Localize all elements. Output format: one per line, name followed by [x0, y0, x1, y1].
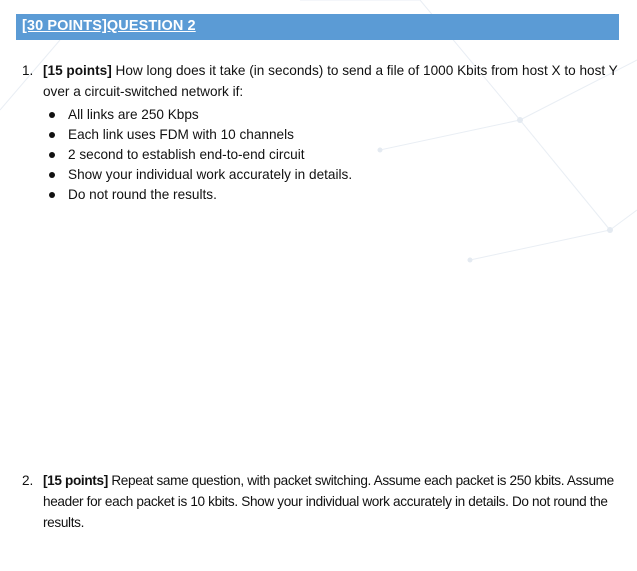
bullet-icon: [49, 152, 55, 158]
question-1-body: How long does it take (in seconds) to send a file of 1000 Kbits from host X to host Y over a circuit-switched network if:: [43, 63, 618, 99]
question-2-body: Repeat same question, with packet switching. Assume each packet is 250 kbits. Assume header for each packet is 10 kbits. Show your individual work accurately in details. Do not round the results.: [43, 473, 614, 530]
question-1-conditions-list: [46, 105, 352, 205]
question-header-title: [30 POINTS]QUESTION 2: [22, 18, 196, 34]
bullet-icon: [49, 192, 55, 198]
question-2-points: [15 points]: [43, 473, 108, 488]
list-item: 2 second to establish end-to-end circuit: [46, 145, 352, 165]
list-item: Show your individual work accurately in details.: [46, 165, 352, 185]
bullet-icon: [49, 132, 55, 138]
question-2: [22, 470, 622, 536]
question-1-text: [43, 60, 621, 102]
question-1-number: 1.: [22, 63, 34, 78]
question-1-points: [15 points]: [43, 63, 112, 78]
list-item: All links are 250 Kbps: [46, 105, 352, 125]
bullet-icon: [49, 112, 55, 118]
question-1: [22, 60, 622, 102]
list-item: Each link uses FDM with 10 channels: [46, 125, 352, 145]
list-item: Do not round the results.: [46, 185, 352, 205]
question-header-bar: [16, 14, 619, 40]
question-2-text: [43, 470, 623, 533]
bullet-icon: [49, 172, 55, 178]
question-2-number: 2.: [22, 473, 34, 488]
